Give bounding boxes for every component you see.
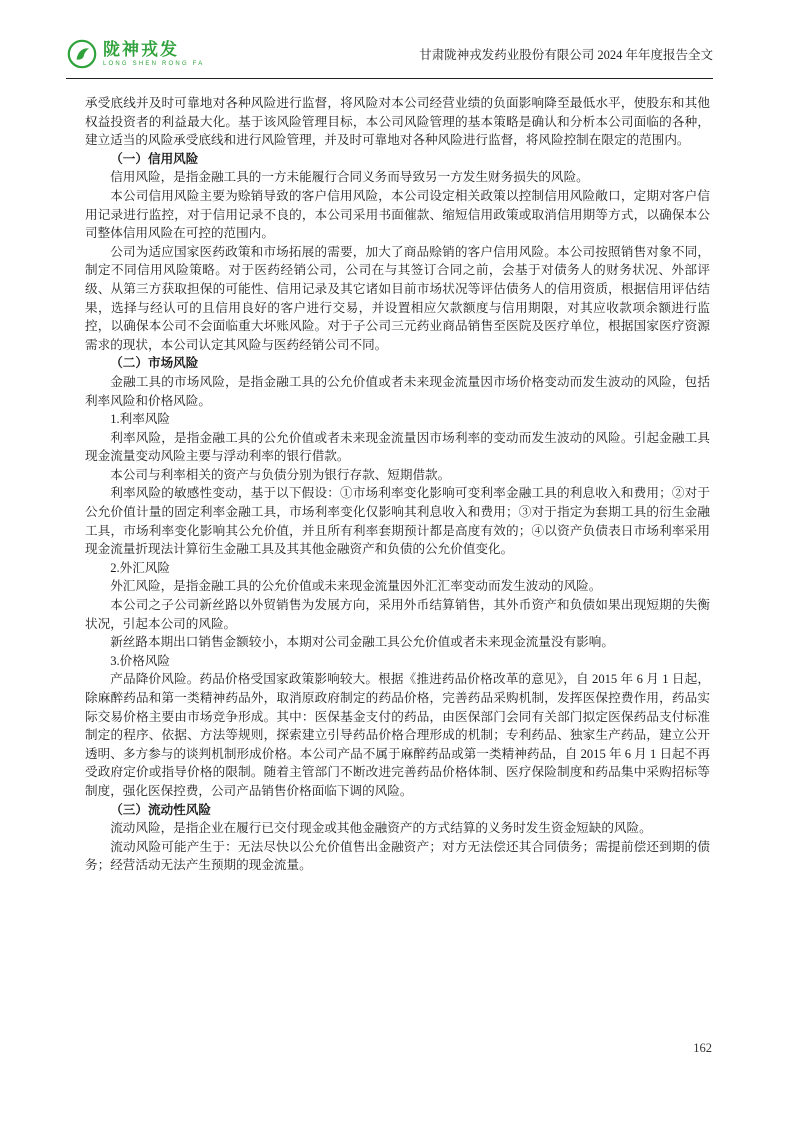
paragraph: 承受底线并及时可靠地对各种风险进行监督，将风险对本公司经营业绩的负面影响降至最低水平，使股东和其他权益投资者的利益最大化。基于该风险管理目标，本公司风险管理的基本策略是确认和分析本公司面临的各种，建立适当的风险承受底线和进行风险管理，并及时可靠地对各种风险进行监督，将风险控制在限定的范围内。 <box>85 96 710 148</box>
section-heading: （一）信用风险 <box>110 151 199 166</box>
paragraph: 利率风险的敏感性变动，基于以下假设：①市场利率变化影响可变利率金融工具的利息收入和费用；②对于公允价值计量的固定利率金融工具，市场利率变化仅影响其利息收入和费用；③对于指定为套期工具的衍生金融工具，市场利率变化影响其公允价值，并且所有利率套期预计都是高度有效的；④以资产负债表日市场利率采用现金流量折现法计算衍生金融工具及其其他金融资产和负债的公允价值变化。 <box>85 486 710 557</box>
logo-text-block <box>103 41 204 67</box>
paragraph: 本公司信用风险主要为赊销导致的客户信用风险，本公司设定相关政策以控制信用风险敞口，定期对客户信用记录进行监控，对于信用记录不良的，本公司采用书面催款、缩短信用政策或取消信用期等方式，以确保本公司整体信用风险在可控的范围内。 <box>85 188 710 241</box>
paragraph: 本公司之子公司新丝路以外贸销售为发展方向，采用外币结算销售，其外币资产和负债如果出现短期的失衡状况，引起本公司的风险。 <box>85 598 710 631</box>
report-title: 甘肃陇神戎发药业股份有限公司 2024 年年度报告全文 <box>419 48 713 62</box>
logo-subtext: LONG SHEN RONG FA <box>103 61 205 67</box>
page-header <box>66 38 713 79</box>
paragraph: 外汇风险，是指金融工具的公允价值或未来现金流量因外汇汇率变动而发生波动的风险。 <box>110 579 602 594</box>
document-body <box>85 94 710 875</box>
company-logo-icon <box>66 38 98 70</box>
page-number: 162 <box>693 1041 712 1055</box>
section-heading: （三）流动性风险 <box>110 802 211 817</box>
paragraph: 2.外汇风险 <box>110 560 171 575</box>
paragraph: 流动风险可能产生于：无法尽快以公允价值售出金融资产；对方无法偿还其合同债务；需提前偿还到期的债务；经营活动无法产生预期的现金流量。 <box>85 839 710 873</box>
paragraph: 1.利率风险 <box>110 412 171 427</box>
page-footer <box>693 1041 712 1056</box>
paragraph: 金融工具的市场风险，是指金融工具的公允价值或者未来现金流量因市场价格变动而发生波动的风险，包括利率风险和价格风险。 <box>85 374 710 408</box>
paragraph: 本公司与利率相关的资产与负债分别为银行存款、短期借款。 <box>110 467 451 482</box>
logo-text: 陇神戎发 <box>103 40 179 59</box>
paragraph: 流动风险，是指企业在履行已交付现金或其他金融资产的方式结算的义务时发生资金短缺的风险。 <box>110 821 652 836</box>
company-logo <box>66 38 204 70</box>
paragraph: 信用风险，是指金融工具的一方未能履行合同义务而导致另一方发生财务损失的风险。 <box>110 170 589 185</box>
paragraph: 利率风险，是指金融工具的公允价值或者未来现金流量因市场利率的变动而发生波动的风险。引起金融工具现金流量变动风险主要与浮动利率的银行借款。 <box>85 430 710 464</box>
paragraph: 新丝路本期出口销售金额较小，本期对公司金融工具公允价值或者未来现金流量没有影响。 <box>110 635 614 650</box>
section-heading: （二）市场风险 <box>110 356 199 371</box>
paragraph: 产品降价风险。药品价格受国家政策影响较大。根据《推进药品价格改革的意见》，自 2015 年 6 月 1 日起，除麻醉药品和第一类精神药品外，取消原政府制定的药品价格，完善药品采购机制，发挥医保控费作用，药品实际交易价格主要由市场竞争形成。其中：医保基金支付的药品，由医保部门会同有关部门拟定医保药品支付标准制定的程序、依据、方法等规则，探索建立引导药品价格合理形成的机制；专利药品、独家生产药品，建立公开透明、多方参与的谈判机制形成价格。本公司产品不属于麻醉药品或第一类精神药品，自 2015 年 6 月 1 日起不再受政府定价或指导价格的限制。随着主管部门不断改进完善药品价格体制、医疗保险制度和药品集中采购招标等制度，强化医保控费，公司产品销售价格面临下调的风险。 <box>85 672 711 798</box>
paragraph: 3.价格风险 <box>110 653 171 668</box>
paragraph: 公司为适应国家医药政策和市场拓展的需要，加大了商品赊销的客户信用风险。本公司按照销售对象不同，制定不同信用风险策略。对于医药经销公司，公司在与其签订合同之前，会基于对债务人的财务状况、外部评级、从第三方获取担保的可能性、信用记录及其它诸如目前市场状况等评估债务人的信用资质，根据信用评估结果，选择与经认可的且信用良好的客户进行交易，并设置相应欠款额度与信用期限，对其应收款项余额进行监控，以确保本公司不会面临重大坏账风险。对于子公司三元药业商品销售至医院及医疗单位，根据国家医疗资源需求的现状，本公司认定其风险与医药经销公司不同。 <box>85 244 710 352</box>
